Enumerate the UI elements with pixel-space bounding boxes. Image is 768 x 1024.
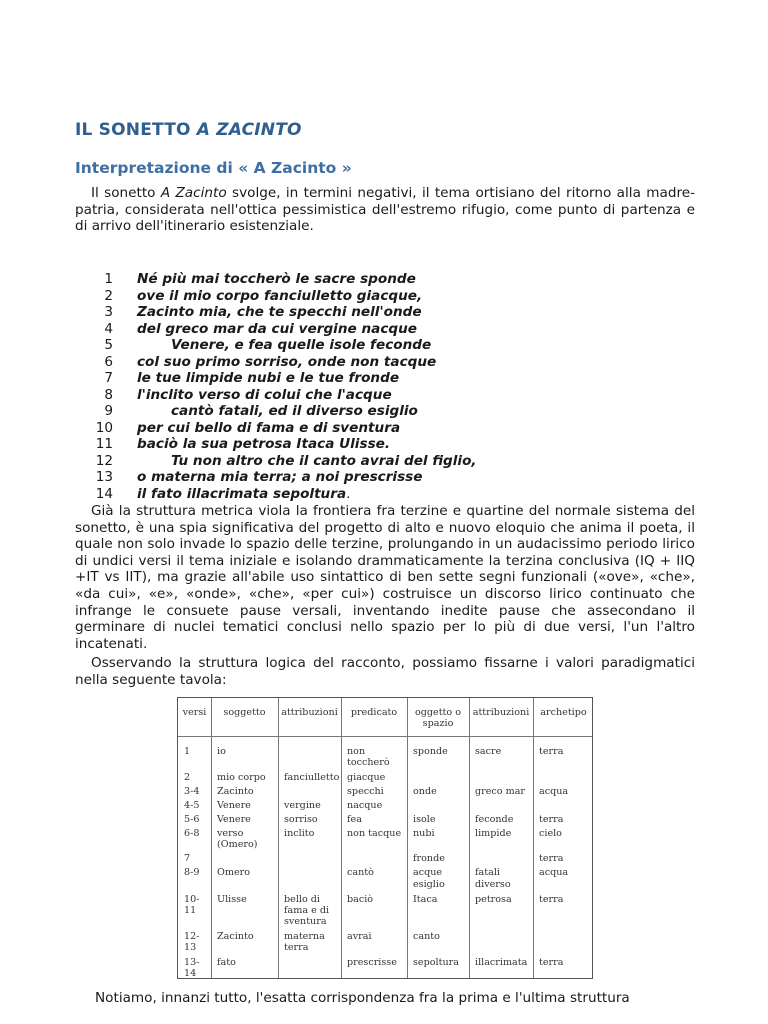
- poem-verse: [75, 469, 695, 486]
- intro-paragraph: Il sonetto A Zacinto svolge, in termini negativi, il tema ortisiano del ritorno alla madre-patria, considerata nell'ottica pessimistica dell'estremo rifugio, come punto di partenza e di arrivo dell'itinerario esistenziale.: [75, 185, 696, 235]
- poem-verse: [75, 370, 695, 387]
- table-cell: canto: [413, 931, 440, 942]
- verse-number: 14: [95, 485, 113, 502]
- table-cell: giacque: [347, 772, 386, 783]
- table-cell: petrosa: [475, 894, 512, 905]
- table-cell: terra: [539, 746, 564, 757]
- poem-verse: [75, 420, 695, 437]
- analysis-paragraph: Già la struttura metrica viola la frontiera fra terzine e quartine del normale sistema del sonetto, è una spia significativa del progetto di alto e nuovo eloquio che anima il poeta, il quale non solo invade lo spazio delle terzine, prolungando in un audacissimo periodo lirico di undici versi il tema iniziale e isolando drammaticamente la terzina conclusiva (IQ + IIQ +IT vs IIT), ma grazie all'abile uso sintattico di ben sette segni funzionali («ove», «che», «da cui», «e», «onde», «che», «per cui») costruisce un discorso lirico continuato che infrange le consuete pause versali, inventando inedite pause che assecondano il germinare di nuclei tematici conclusi nello spazio per lo più di due versi, l'un l'altro incatenati.: [75, 503, 695, 652]
- table-cell: materna terra: [284, 931, 325, 953]
- verse-text: ove il mio corpo fanciulletto giacque,: [137, 287, 423, 304]
- table-cell: 4-5: [184, 800, 200, 811]
- poem-verse: [75, 337, 695, 354]
- table-cell: 1: [184, 746, 191, 757]
- table-cell: terra: [539, 894, 564, 905]
- table-column-rule: [278, 698, 279, 978]
- table-cell: onde: [413, 786, 437, 797]
- table-header-cell: versi: [182, 707, 207, 718]
- verse-number: 10: [95, 419, 113, 436]
- table-cell: sponde: [413, 746, 448, 757]
- verse-number: 2: [104, 287, 113, 304]
- table-cell: fato: [217, 957, 236, 968]
- verse-number: 8: [104, 386, 113, 403]
- table-cell: terra: [539, 814, 564, 825]
- table-cell: 3-4: [184, 786, 200, 797]
- verse-number: 3: [104, 304, 113, 320]
- table-header-cell: predicato: [350, 707, 398, 718]
- table-cell: illacrimata: [475, 957, 528, 968]
- verse-text: il fato illacrimata sepoltura.: [137, 485, 351, 502]
- table-cell: non tacque: [347, 828, 402, 839]
- table-column-rule: [407, 698, 408, 978]
- verse-text: per cui bello di fama e di sventura: [137, 419, 401, 436]
- table-header-cell: archetipo: [540, 707, 587, 718]
- verse-text: del greco mar da cui vergine nacque: [137, 320, 418, 337]
- table-header-cell: attribuzioni: [472, 707, 530, 718]
- table-cell: diverso: [475, 879, 511, 890]
- table-cell: avrai: [347, 931, 372, 942]
- observation-paragraph: Osservando la struttura logica del racconto, possiamo fissarne i valori paradigmatici nella seguente tavola:: [75, 655, 695, 688]
- table-cell: sorriso: [284, 814, 318, 825]
- table-cell: 12-13: [184, 931, 200, 953]
- table-cell: feconde: [475, 814, 514, 825]
- table-header-cell: oggetto o spazio: [414, 707, 462, 729]
- table-cell: vergine: [284, 800, 321, 811]
- poem-block: [75, 271, 695, 502]
- table-cell: Zacinto: [217, 931, 254, 942]
- verse-text: Zacinto mia, che te specchi nell'onde: [137, 304, 422, 320]
- table-cell: isole: [413, 814, 436, 825]
- poem-verse: [75, 288, 695, 305]
- poem-verse: [75, 387, 695, 404]
- table-cell: acque: [413, 867, 443, 878]
- verse-text: o materna mia terra; a noi prescrisse: [137, 469, 423, 485]
- table-cell: fea: [347, 814, 362, 825]
- table-cell: 13-14: [184, 957, 200, 979]
- table-cell: specchi: [347, 786, 384, 797]
- table-header-cell: attribuzioni: [281, 707, 338, 718]
- verse-number: 7: [104, 370, 113, 386]
- verse-text: Tu non altro che il canto avrai del figlio,: [171, 452, 477, 469]
- table-cell: 5-6: [184, 814, 200, 825]
- table-header-cell: soggetto: [223, 707, 266, 718]
- table-column-rule: [469, 698, 470, 978]
- table-cell: Ulisse: [217, 894, 247, 905]
- verse-text: le tue limpide nubi e le tue fronde: [137, 370, 400, 386]
- table-cell: Zacinto: [217, 786, 254, 797]
- section-subtitle: Interpretazione di « A Zacinto »: [75, 159, 352, 177]
- verse-text: Venere, e fea quelle isole feconde: [171, 337, 432, 353]
- table-cell: 6-8: [184, 828, 200, 839]
- verse-text: baciò la sua petrosa Itaca Ulisse.: [137, 436, 391, 452]
- poem-verse: [75, 403, 695, 420]
- verse-text: col suo primo sorriso, onde non tacque: [137, 353, 437, 370]
- table-cell: sepoltura: [413, 957, 459, 968]
- table-cell: sacre: [475, 746, 502, 757]
- table-cell: inclito: [284, 828, 315, 839]
- table-cell: 7: [184, 853, 191, 864]
- table-cell: fanciulletto: [284, 772, 340, 783]
- verse-number: 5: [104, 337, 113, 353]
- table-cell: baciò: [347, 894, 374, 905]
- table-cell: Omero: [217, 867, 251, 878]
- table-cell: terra: [539, 957, 564, 968]
- table-column-rule: [533, 698, 534, 978]
- table-cell: io: [217, 746, 226, 757]
- table-cell: nacque: [347, 800, 383, 811]
- verse-text: cantò fatali, ed il diverso esiglio: [171, 403, 418, 419]
- table-cell: Venere: [217, 814, 251, 825]
- table-cell: cielo: [539, 828, 562, 839]
- verse-number: 13: [95, 469, 113, 485]
- table-cell: acqua: [539, 867, 569, 878]
- table-cell: Itaca: [413, 894, 438, 905]
- table-cell: limpide: [475, 828, 512, 839]
- verse-number: 12: [95, 452, 113, 469]
- poem-verse: [75, 304, 695, 321]
- table-cell: greco mar: [475, 786, 526, 797]
- table-cell: Venere: [217, 800, 251, 811]
- verse-number: 11: [95, 436, 113, 452]
- table-cell: prescrisse: [347, 957, 397, 968]
- table-cell: mio corpo: [217, 772, 266, 783]
- table-cell: non toccherò: [347, 746, 390, 768]
- poem-verse: [75, 453, 695, 470]
- paradigm-table: [177, 697, 593, 979]
- table-cell: fronde: [413, 853, 445, 864]
- verse-number: 4: [104, 320, 113, 337]
- final-paragraph: Notiamo, innanzi tutto, l'esatta corrispondenza fra la prima e l'ultima struttura: [95, 990, 630, 1006]
- table-cell: terra: [539, 853, 564, 864]
- poem-verse: [75, 354, 695, 371]
- poem-verse: [75, 321, 695, 338]
- poem-verse: [75, 436, 695, 453]
- table-cell: 2: [184, 772, 191, 783]
- poem-verse: [75, 486, 695, 503]
- table-cell: bello di fama e di sventura: [284, 894, 330, 927]
- verse-text: Né più mai toccherò le sacre sponde: [137, 271, 416, 287]
- verse-number: 6: [104, 353, 113, 370]
- table-column-rule: [341, 698, 342, 978]
- table-cell: nubi: [413, 828, 435, 839]
- table-cell: fatali: [475, 867, 500, 878]
- table-cell: 10-11: [184, 894, 200, 916]
- verse-text: l'inclito verso di colui che l'acque: [137, 386, 392, 403]
- poem-verse: [75, 271, 695, 288]
- verse-number: 9: [104, 403, 113, 419]
- table-cell: 8-9: [184, 867, 200, 878]
- table-column-rule: [211, 698, 212, 978]
- table-cell: cantò: [347, 867, 374, 878]
- table-cell: esiglio: [413, 879, 445, 890]
- table-header-rule: [178, 736, 592, 737]
- table-cell: verso (Omero): [217, 828, 258, 850]
- page-title: IL SONETTO A ZACINTO: [75, 120, 302, 140]
- table-cell: acqua: [539, 786, 569, 797]
- verse-number: 1: [104, 271, 113, 287]
